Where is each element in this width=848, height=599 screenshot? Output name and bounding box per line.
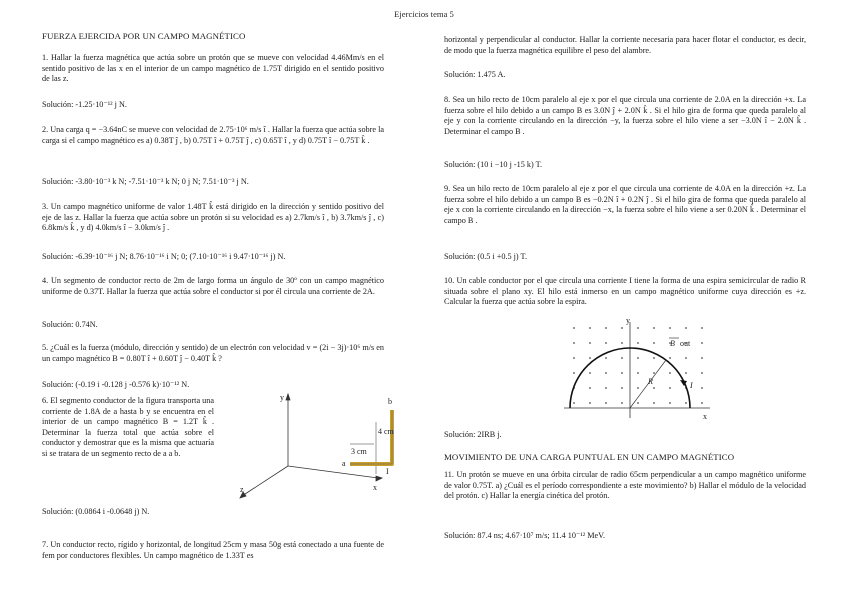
solution-9: Solución: (0.5 i +0.5 j) T. bbox=[444, 252, 528, 261]
field-dot bbox=[669, 402, 671, 404]
axis-x-line bbox=[288, 466, 378, 478]
field-dot bbox=[701, 387, 703, 389]
solution-10: Solución: 2IRB j. bbox=[444, 430, 502, 439]
label-current: I bbox=[386, 467, 389, 476]
field-dot bbox=[685, 402, 687, 404]
solution-4: Solución: 0.74N. bbox=[42, 320, 98, 329]
problem-7-continued: horizontal y perpendicular al conductor. Hallar la corriente necesaria para hacer flotar el conductor, es decir, de modo que la fuerza magnética equilibre el peso del alambre. bbox=[444, 35, 806, 55]
field-dot bbox=[637, 342, 639, 344]
field-dot bbox=[701, 327, 703, 329]
field-dot bbox=[589, 342, 591, 344]
field-dot bbox=[653, 402, 655, 404]
section-title: FUERZA EJERCIDA POR UN CAMPO MAGNÉTICO bbox=[42, 31, 246, 41]
problem-8: 8. Sea un hilo recto de 10cm paralelo al eje x por el que circula una corriente de 2.0A en la dirección +x. La fuerza sobre el hilo debido a un campo B es 3.0N ĵ + 2.0N k̂ . Si el hilo gira de forma que queda paralelo al eje y con la corriente circulando en la dirección −y, la fuerza sobre el hilo viene a ser −3.0N î − 2.0N k̂ . Determinar el campo B . bbox=[444, 95, 806, 136]
page-header: Ejercicios tema 5 bbox=[394, 9, 454, 19]
field-dot bbox=[621, 327, 623, 329]
label-out: out bbox=[680, 339, 691, 348]
field-dot bbox=[701, 402, 703, 404]
field-dot bbox=[685, 327, 687, 329]
field-dot bbox=[589, 387, 591, 389]
field-dot bbox=[589, 402, 591, 404]
field-dot bbox=[637, 372, 639, 374]
field-dot bbox=[589, 372, 591, 374]
solution-3: Solución: -6.39·10⁻¹⁶ j N; 8.76·10⁻¹⁶ i N; 0; (7.10·10⁻¹⁶ i 9.47·10⁻¹⁶ j) N. bbox=[42, 252, 286, 261]
label-y: y bbox=[280, 393, 284, 402]
problem-3: 3. Un campo magnético uniforme de valor 1.48T k̂ está dirigido en la dirección y sentido positivo del eje de las z. Hallar la fuerza que actúa sobre un protón si su velocidad es a) 2.7km/s î , b) 3.7km/s ĵ , c) 6.8km/s k̂ , y d) 4.0km/s î − 3.0km/s ĵ . bbox=[42, 202, 384, 233]
field-dot bbox=[621, 387, 623, 389]
field-dot bbox=[669, 372, 671, 374]
solution-11: Solución: 87.4 ns; 4.67·10⁷ m/s; 11.4 10⁻¹² MeV. bbox=[444, 531, 606, 540]
field-dot bbox=[701, 357, 703, 359]
label-b: b bbox=[388, 397, 392, 406]
solution-5: Solución: (-0.19 i -0.128 j -0.576 k)·10⁻¹² N. bbox=[42, 380, 190, 389]
field-dot bbox=[573, 342, 575, 344]
field-dot bbox=[573, 372, 575, 374]
problem-2: 2. Una carga q = −3.64nC se mueve con velocidad de 2.75·10⁶ m/s î . Hallar la fuerza que actúa sobre la carga si el campo magnético es a) 0.38T ĵ , b) 0.75T î + 0.75T ĵ , c) 0.65T î , y d) 0.75T î − 0.75T k̂ . bbox=[42, 125, 384, 145]
field-dot bbox=[621, 357, 623, 359]
field-dot bbox=[621, 342, 623, 344]
problem-7: 7. Un conductor recto, rígido y horizontal, de longitud 25cm y masa 50g está conectado a una fuente de fem por conductores flexibles. Un campo magnético de 1.33T es bbox=[42, 540, 384, 560]
label-3cm: 3 cm bbox=[351, 447, 367, 456]
label-x: x bbox=[373, 483, 377, 492]
label-current: I bbox=[690, 381, 693, 390]
problem-9: 9. Sea un hilo recto de 10cm paralelo al eje z por el que circula una corriente de 4.0A en la dirección +z. La fuerza sobre el hilo debido a un campo B es −0.2N î + 0.2N ĵ . Si el hilo gira de forma que queda paralelo al eje x con la corriente circulando en la dirección −x, la fuerza sobre el hilo viene a ser 0.20N k̂ . Determinar el campo B . bbox=[444, 184, 806, 225]
label-R: R bbox=[648, 377, 653, 386]
problem-5: 5. ¿Cuál es la fuerza (módulo, dirección y sentido) de un electrón con velocidad v = (2i − 3j)·10⁶ m/s en un campo magnético B = 0.80T î + 0.60T ĵ − 0.40T k̂ ? bbox=[42, 343, 384, 363]
field-dot bbox=[605, 342, 607, 344]
label-4cm: 4 cm bbox=[378, 427, 394, 436]
field-dot bbox=[653, 357, 655, 359]
field-dot bbox=[573, 327, 575, 329]
solution-6: Solución: (0.0864 i -0.0648 j) N. bbox=[42, 507, 150, 516]
field-dot bbox=[621, 402, 623, 404]
x-arrowhead bbox=[376, 476, 382, 481]
axis-z-line bbox=[242, 466, 288, 496]
field-dot bbox=[637, 387, 639, 389]
solution-2: Solución: -3.80·10⁻³ k N; -7.51·10⁻³ k N; 0 j N; 7.51·10⁻³ j N. bbox=[42, 177, 249, 186]
field-dot bbox=[621, 372, 623, 374]
field-dot bbox=[589, 327, 591, 329]
field-dot bbox=[605, 372, 607, 374]
solution-8: Solución: (10 i −10 j -15 k) T. bbox=[444, 160, 543, 169]
field-dot bbox=[669, 387, 671, 389]
field-dot bbox=[605, 327, 607, 329]
field-dot bbox=[573, 357, 575, 359]
field-dot bbox=[653, 387, 655, 389]
label-z: z bbox=[240, 485, 244, 494]
field-dot bbox=[637, 327, 639, 329]
problem-1: 1. Hallar la fuerza magnética que actúa sobre un protón que se mueve con velocidad 4.46Mm/s en el sentido positivo de las x en el interior de un campo magnético de 1.75T dirigido en el sentido positivo de las z. bbox=[42, 53, 384, 84]
field-dot bbox=[653, 327, 655, 329]
figure-6-conductor bbox=[238, 392, 398, 504]
field-dot bbox=[589, 357, 591, 359]
label-x: x bbox=[703, 412, 707, 421]
problem-6: 6. El segmento conductor de la figura transporta una corriente de 1.8A de a hasta b y se encuentra en el interior de un campo magnético B = 1.2T k̂ . Determinar la fuerza total que actúa sobre el conductor y demostrar que es la misma que actuaría si se tratara de un segmento recto de a a b. bbox=[42, 396, 214, 458]
solution-7: Solución: 1.475 A. bbox=[444, 70, 506, 79]
section-title-2: MOVIMIENTO DE UNA CARGA PUNTUAL EN UN CAMPO MAGNÉTICO bbox=[444, 452, 735, 462]
field-dot bbox=[701, 372, 703, 374]
problem-11: 11. Un protón se mueve en una órbita circular de radio 65cm perpendicular a un campo magnético uniforme de valor 0.75T. a) ¿Cuál es el período correspondiente a este movimiento? b) Hallar el módulo de la velocidad del protón. c) Hallar la energía cinética del protón. bbox=[444, 470, 806, 501]
field-dot bbox=[637, 357, 639, 359]
solution-1: Solución: -1.25·10⁻¹² j N. bbox=[42, 100, 127, 109]
problem-4: 4. Un segmento de conductor recto de 2m de largo forma un ángulo de 30º con un campo magnético uniforme de 0.37T. Hallar la fuerza que actúa sobre el conductor si por él circula una corriente de 2A. bbox=[42, 276, 384, 296]
field-dot bbox=[605, 357, 607, 359]
field-dot bbox=[685, 357, 687, 359]
label-B: B bbox=[670, 339, 675, 348]
problem-10: 10. Un cable conductor por el que circula una corriente I tiene la forma de una espira semicircular de radio R situada sobre el plano xy. El hilo está inmerso en un campo magnético uniforme cuya dirección es +z. Calcular la fuerza que actúa sobre la espira. bbox=[444, 276, 806, 307]
field-dot bbox=[573, 402, 575, 404]
figure-10-semicircle-loop bbox=[560, 316, 720, 426]
label-y: y bbox=[626, 316, 630, 325]
field-dot bbox=[605, 402, 607, 404]
field-dot bbox=[637, 402, 639, 404]
field-dot bbox=[701, 342, 703, 344]
field-dot bbox=[605, 387, 607, 389]
field-dot bbox=[669, 357, 671, 359]
field-dot bbox=[653, 372, 655, 374]
field-dot bbox=[653, 342, 655, 344]
label-a: a bbox=[342, 459, 346, 468]
field-dot bbox=[685, 372, 687, 374]
y-arrowhead bbox=[286, 394, 290, 400]
field-dot bbox=[669, 327, 671, 329]
